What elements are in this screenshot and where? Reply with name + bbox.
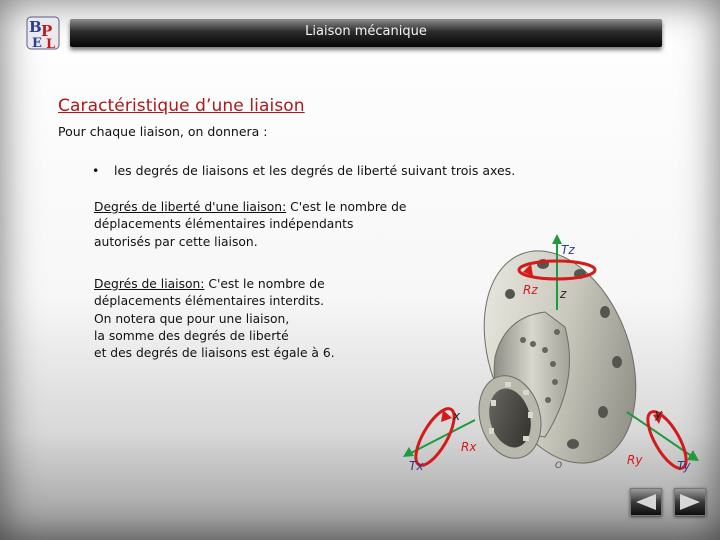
rz-label: Rz [523, 283, 538, 297]
y-label: y [655, 407, 663, 421]
liaison-paragraph [94, 276, 335, 362]
x-label: x [453, 409, 461, 423]
liberte-term: Degrés de liberté d'une liaison: [94, 200, 287, 214]
coupling-figure [395, 232, 705, 482]
svg-text:B: B [29, 18, 42, 36]
rx-label: Rx [461, 440, 477, 454]
liaison-line-2: déplacements élémentaires interdits. [94, 294, 325, 309]
bullet-text: les degrés de liaisons et les degrés de liberté suivant trois axes. [114, 163, 516, 178]
origin-label: O [555, 461, 563, 471]
liberte-line-3: autorisés par cette liaison. [94, 234, 258, 249]
x-axis [403, 403, 477, 473]
bullet-item [92, 163, 515, 178]
liberte-line-2: déplacements élémentaires indépendants [94, 217, 354, 232]
liaison-term: Degrés de liaison: [94, 277, 205, 291]
section-heading: Caractéristique d’une liaison [58, 96, 305, 116]
triangle-right-icon [675, 489, 705, 515]
liberte-line-1: C'est le nombre de [286, 200, 407, 214]
bullet-dot: • [92, 163, 100, 178]
z-label: z [560, 287, 567, 301]
previous-slide-button[interactable] [630, 488, 662, 516]
intro-text: Pour chaque liaison, on donnera : [58, 124, 268, 139]
liaison-line-5: et des degrés de liaisons est égale à 6. [94, 346, 335, 361]
svg-text:L: L [46, 37, 56, 52]
liaison-line-4: la somme des degrés de liberté [94, 328, 289, 343]
liaison-line-3: On notera que pour une liaison, [94, 311, 290, 326]
svg-text:P: P [41, 22, 53, 40]
liberte-paragraph [94, 199, 406, 251]
y-axis [627, 406, 699, 473]
triangle-left-icon [631, 489, 661, 515]
liaison-line-1: C'est le nombre de [204, 277, 325, 291]
bpel-logo-icon [24, 14, 62, 52]
ty-label: Ty [677, 459, 691, 473]
next-slide-button[interactable] [674, 488, 706, 516]
title-bar: Liaison mécanique [70, 19, 662, 47]
tz-label: Tz [561, 243, 575, 257]
svg-text:E: E [32, 36, 42, 51]
tx-label: Tx [409, 459, 424, 473]
ry-label: Ry [627, 453, 643, 467]
